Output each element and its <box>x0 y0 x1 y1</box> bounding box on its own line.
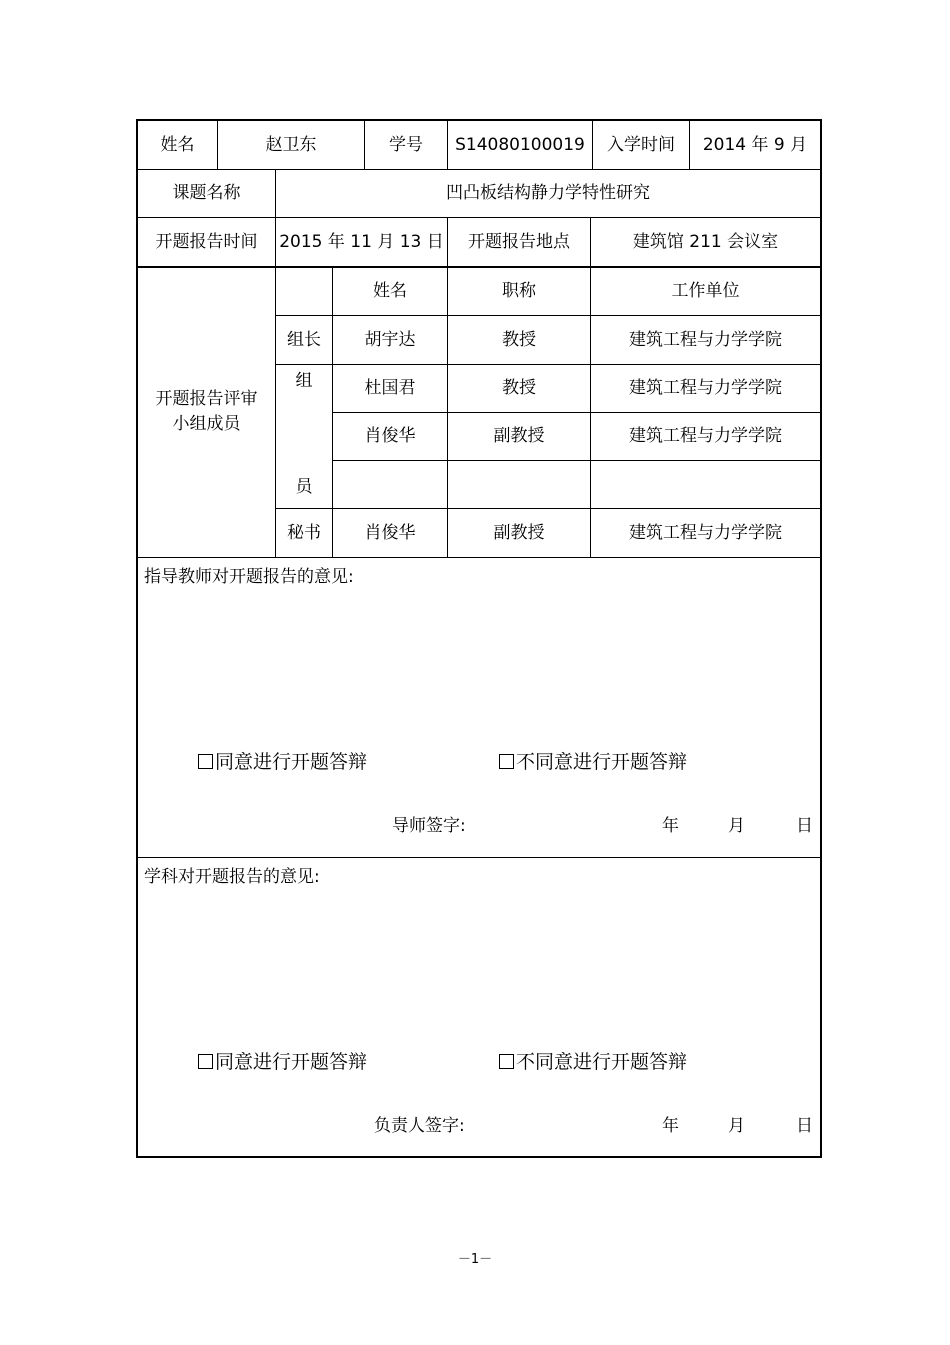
advisor-agree-checkbox[interactable] <box>198 754 213 769</box>
enroll-time-value: 2014 年 9 月 <box>702 134 808 155</box>
page-number: －1－ <box>457 1252 493 1267</box>
discipline-year-label: 年 <box>662 1116 679 1136</box>
committee-header-name: 姓名 <box>373 280 407 301</box>
discipline-disagree-label: 不同意进行开题答辩 <box>516 1051 688 1073</box>
committee-label-line1: 开题报告评审 <box>155 389 258 410</box>
member-title: 副教授 <box>493 426 545 447</box>
topic-label: 课题名称 <box>172 183 241 204</box>
committee-header-title: 职称 <box>502 280 536 301</box>
advisor-year-label: 年 <box>662 816 679 836</box>
student-id-label: 学号 <box>389 134 423 155</box>
advisor-disagree-label: 不同意进行开题答辩 <box>516 751 688 773</box>
committee-header-unit: 工作单位 <box>671 280 740 301</box>
discipline-disagree-checkbox[interactable] <box>499 1054 514 1069</box>
discipline-day-label: 日 <box>796 1116 813 1136</box>
advisor-opinion-title: 指导教师对开题报告的意见: <box>144 567 354 587</box>
discipline-agree-option[interactable] <box>198 1047 367 1074</box>
topic-value: 凹凸板结构静力学特性研究 <box>446 183 650 204</box>
discipline-month-label: 月 <box>728 1116 745 1136</box>
discipline-agree-checkbox[interactable] <box>198 1054 213 1069</box>
member-name: 杜国君 <box>364 378 416 399</box>
advisor-disagree-checkbox[interactable] <box>499 754 514 769</box>
report-time-value: 2015 年 11 月 13 日 <box>279 231 444 252</box>
advisor-disagree-option[interactable] <box>499 747 687 774</box>
report-place-value: 建筑馆 211 会议室 <box>632 231 779 252</box>
member-name <box>333 461 447 508</box>
proposal-review-form <box>136 119 822 1158</box>
secretary-title: 副教授 <box>493 522 545 543</box>
advisor-month-label: 月 <box>728 816 745 836</box>
discipline-agree-label: 同意进行开题答辩 <box>215 1051 368 1073</box>
member-title: 教授 <box>502 329 536 350</box>
report-place-label: 开题报告地点 <box>468 231 570 252</box>
member-name: 肖俊华 <box>364 426 416 447</box>
advisor-agree-option[interactable] <box>198 747 367 774</box>
member-unit: 建筑工程与力学学院 <box>629 378 782 399</box>
member-unit: 建筑工程与力学学院 <box>629 329 782 350</box>
name-label: 姓名 <box>160 134 195 155</box>
row-divider <box>138 557 820 558</box>
discipline-sign-label: 负责人签字: <box>374 1116 465 1136</box>
committee-label <box>138 267 275 557</box>
member-title: 教授 <box>502 378 536 399</box>
committee-label-line2: 小组成员 <box>172 414 241 434</box>
row-divider <box>138 857 820 858</box>
name-value: 赵卫东 <box>265 134 317 155</box>
advisor-agree-label: 同意进行开题答辩 <box>215 751 368 773</box>
discipline-disagree-option[interactable] <box>499 1047 687 1074</box>
advisor-sign-label: 导师签字: <box>392 816 466 836</box>
member-unit <box>591 461 820 508</box>
report-time-label: 开题报告时间 <box>155 231 258 252</box>
member-title <box>448 461 590 508</box>
advisor-day-label: 日 <box>796 816 813 836</box>
secretary-name: 肖俊华 <box>364 522 416 543</box>
role-member-top: 组 <box>295 370 313 391</box>
role-secretary: 秘书 <box>287 522 321 543</box>
role-leader: 组长 <box>287 329 321 350</box>
member-name: 胡宇达 <box>364 329 416 350</box>
role-member-bottom: 员 <box>295 476 313 497</box>
member-unit: 建筑工程与力学学院 <box>629 426 782 447</box>
student-id-value: S14080100019 <box>455 134 585 155</box>
discipline-opinion-title: 学科对开题报告的意见: <box>144 867 320 887</box>
secretary-unit: 建筑工程与力学学院 <box>629 522 782 543</box>
enroll-time-label: 入学时间 <box>607 134 675 155</box>
